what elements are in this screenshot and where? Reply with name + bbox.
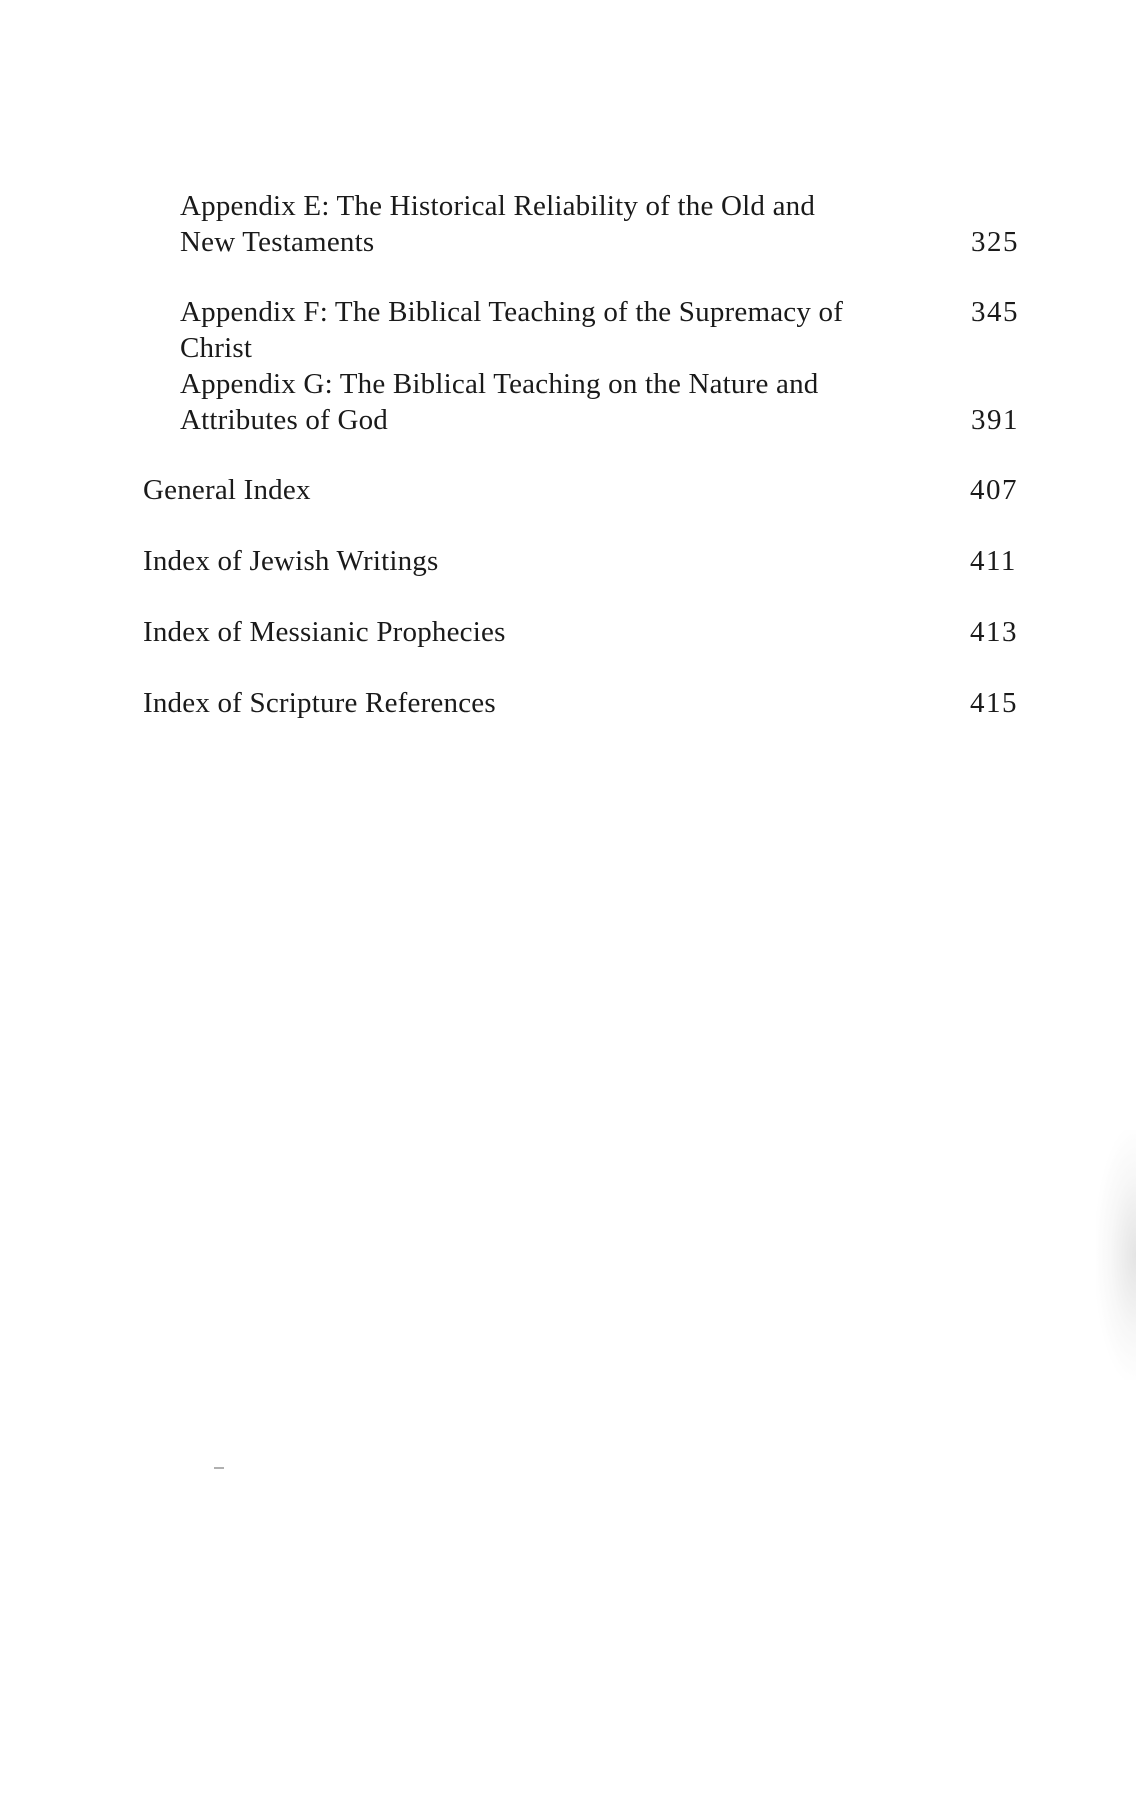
- toc-entry-page-number: 415: [970, 687, 1018, 719]
- toc-entry-page-number: 407: [970, 474, 1018, 506]
- toc-entry-title: Index of Messianic Prophecies: [143, 616, 506, 648]
- toc-entry-title: Appendix G: The Biblical Teaching on the Nature and Attributes of God: [180, 368, 819, 436]
- toc-entry-title: General Index: [143, 474, 311, 506]
- toc-entry-page-number: 325: [971, 226, 1019, 258]
- scan-speck: [214, 1467, 224, 1469]
- toc-entry-page-number: 345: [971, 296, 1019, 328]
- toc-entry-title: Index of Scripture References: [143, 687, 496, 719]
- toc-entry-page-number: 391: [971, 404, 1019, 436]
- toc-entry-title: Appendix F: The Biblical Teaching of the Supremacy of Christ: [180, 296, 844, 364]
- toc-entry-page-number: 413: [970, 616, 1018, 648]
- page-edge-shadow: [1096, 1130, 1136, 1380]
- toc-entry-page-number: 411: [970, 545, 1017, 577]
- toc-entry-title: Index of Jewish Writings: [143, 545, 439, 577]
- toc-entry-title: Appendix E: The Historical Reliability of the Old and New Testaments: [180, 190, 816, 258]
